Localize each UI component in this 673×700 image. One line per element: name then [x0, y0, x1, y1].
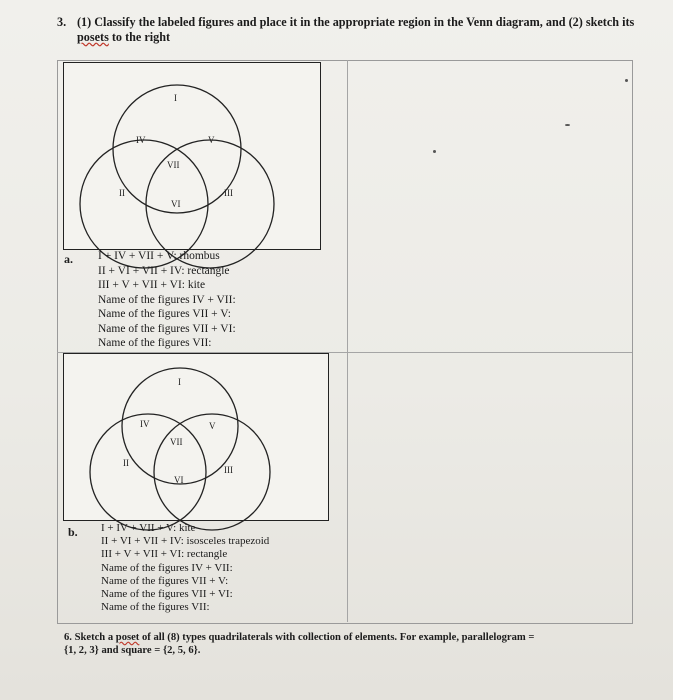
underlined-posets: posets [77, 30, 109, 44]
part-b-line: I + IV + VII + V: kite [101, 522, 196, 534]
table-column-divider [347, 60, 348, 622]
part-a-line: II + VI + VII + IV: rectangle [98, 264, 230, 277]
venn-b-label-II: II [123, 458, 129, 468]
part-a-answers [98, 249, 236, 351]
venn-a-label-IV: IV [136, 135, 146, 145]
part-b-line: Name of the figures VII + V: [101, 574, 229, 587]
part-b-line: Name of the figures IV + VII: [101, 561, 233, 574]
part-b-line: III + V + VII + VI: rectangle [101, 548, 228, 561]
venn-a-label-V: V [208, 135, 215, 145]
venn-b-label-VII: VII [170, 437, 183, 447]
part-b-line: II + VI + VII + IV: isosceles trapezoid [101, 535, 270, 548]
stray-mark [565, 124, 570, 126]
part-a-line: III + V + VII + VI: kite [98, 279, 206, 291]
part-a-line: Name of the figures VII + VI: [98, 322, 236, 335]
venn-b-label-I: I [178, 377, 181, 387]
venn-b-label-IV: IV [140, 419, 150, 429]
stray-mark [433, 150, 436, 153]
footer-line2: {1, 2, 3} and square = {2, 5, 6}. [64, 645, 201, 656]
part-a-line: Name of the figures IV + VII: [98, 293, 236, 306]
venn-a-label-VII: VII [167, 160, 180, 170]
venn-a-label-III: III [224, 188, 233, 198]
stray-mark [625, 79, 628, 82]
venn-b-label-V: V [209, 421, 216, 431]
part-b-line: Name of the figures VII: [101, 601, 210, 614]
part-a-line: Name of the figures VII + V: [98, 308, 231, 320]
part-b-line: Name of the figures VII + VI: [101, 588, 233, 601]
venn-b-label-III: III [224, 465, 233, 475]
part-b-answers [101, 522, 269, 614]
venn-a-label-I: I [174, 93, 177, 103]
venn-a-label-II: II [119, 188, 125, 198]
venn-a-label-VI: VI [171, 199, 181, 209]
question-text: (1) Classify the labeled figures and place it in the appropriate region in the Venn diagram, and (2) sketch its posets to the right [77, 15, 635, 44]
part-b-label: b. [68, 525, 78, 539]
venn-diagram-b [63, 353, 329, 521]
part-a-line: I + IV + VII + V: rhombus [98, 250, 220, 262]
venn-diagram-a [63, 62, 321, 250]
part-a-line: Name of the figures VII: [98, 337, 212, 349]
circle-left-b [90, 414, 206, 530]
part-a-label: a. [64, 252, 73, 266]
footer-question: 6. Sketch a poset of all (8) types quadrilaterals with collection of elements. For example, parallelogram = {1, 2, 3} and square = {2, 5, 6}. [64, 631, 644, 657]
question-number: 3. [57, 15, 67, 29]
circle-right-b [154, 414, 270, 530]
venn-b-label-VI: VI [174, 475, 184, 485]
venn-circles-b [64, 354, 328, 520]
underlined-poset: poset [115, 632, 140, 643]
venn-circles-a [64, 63, 320, 249]
